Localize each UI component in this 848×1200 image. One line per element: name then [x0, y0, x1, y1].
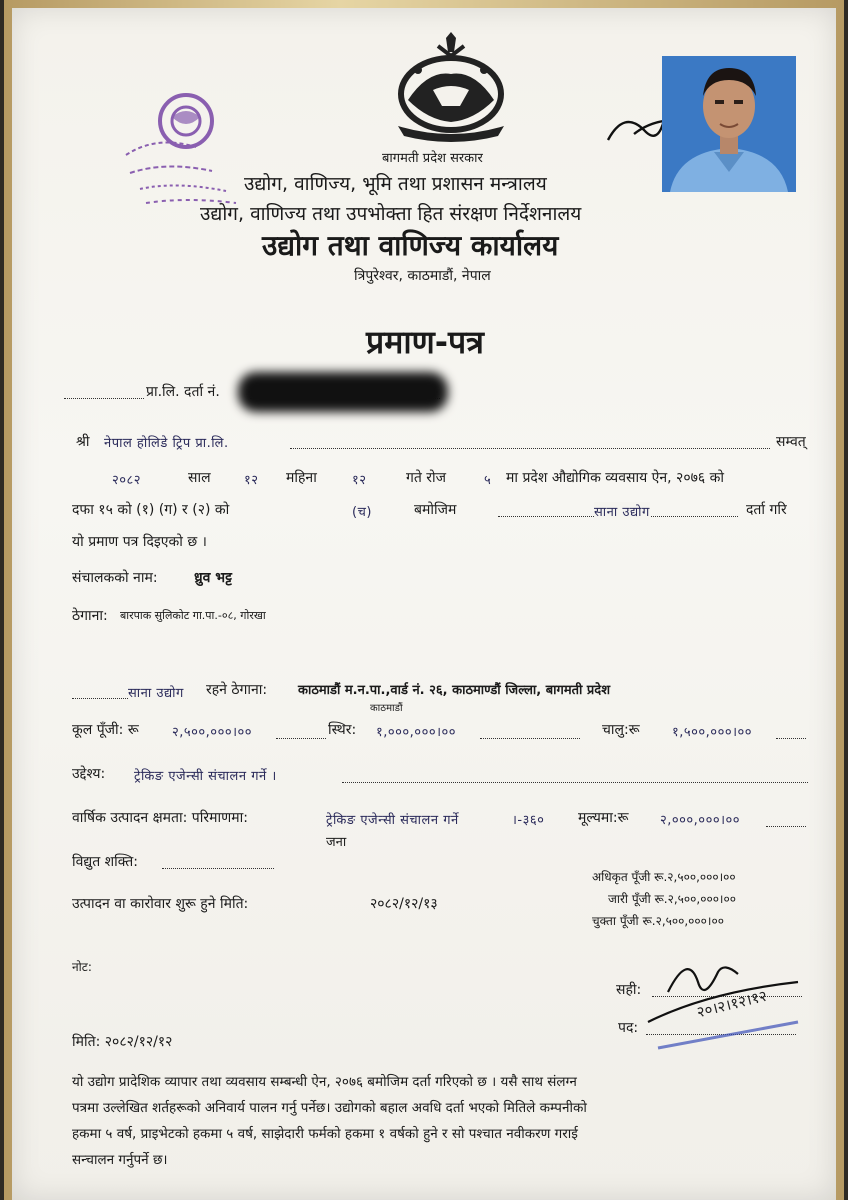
saal-label: साल [188, 470, 211, 486]
directorate-name: उद्योग, वाणिज्य तथा उपभोक्ता हित संरक्षण निर्देशनालय [200, 203, 582, 225]
dots [276, 724, 326, 739]
mahina-label: महिना [286, 470, 317, 486]
capacity-value: ट्रेकिङ एजेन्सी संचालन गर्ने [326, 813, 459, 828]
dots [342, 768, 808, 783]
capital-label: कूल पूँजी: रू [72, 722, 139, 738]
current-label: चालु:रू [602, 722, 640, 738]
authorized-capital: अधिकृत पूँजी रू.२,५००,०००।०० [592, 870, 736, 884]
fixed-value: १,०००,०००।०० [376, 725, 457, 740]
operator-label: संचालकको नाम: [72, 570, 158, 586]
government-name: बागमती प्रदेश सरकार [382, 151, 483, 166]
location-sub: काठमाडौं [370, 703, 403, 714]
address-label: ठेगाना: [72, 608, 108, 624]
bamojim-label: बमोजिम [414, 502, 457, 518]
date-label: मिति: २०८२/१२/१२ [72, 1034, 173, 1050]
start-label: उत्पादन वा कारोवार शुरू हुने मिति: [72, 896, 249, 912]
footer-line-2: पत्रमा उल्लेखित शर्तहरूको अनिवार्य पालन गर्नु पर्नेछ। उद्योगको बहाल अवधि दर्ता भएको मितिले कम्पनीको [72, 1100, 587, 1116]
office-address: त्रिपुरेश्वर, काठमाडौं, नेपाल [354, 268, 491, 284]
location-prefix: साना उद्योग [128, 686, 184, 701]
power-label: विद्युत शक्ति: [72, 854, 139, 870]
shri-label: श्री [76, 434, 90, 450]
act-text: मा प्रदेश औद्योगिक व्यवसाय ऐन, २०७६ को [506, 470, 725, 486]
redacted-registration-number [238, 372, 448, 412]
dots [162, 854, 274, 869]
year-value: २०८२ [112, 473, 142, 488]
dots [290, 434, 770, 449]
registration-prefix: प्रा.लि. दर्ता नं. [146, 384, 220, 400]
value-label: मूल्यमा:रू [578, 810, 629, 826]
location-label: रहने ठेगाना: [206, 682, 268, 698]
note-label: नोट: [72, 960, 92, 974]
objective-label: उद्देश्य: [72, 766, 106, 782]
certificate-title: प्रमाण-पत्र [366, 323, 484, 361]
address-value: बारपाक सुलिकोट गा.पा.-०८, गोरखा [120, 609, 266, 622]
category-value: साना उद्योग [594, 502, 650, 520]
month-value: १२ [244, 473, 259, 488]
issued-text: यो प्रमाण पत्र दिइएको छ । [72, 534, 207, 550]
capacity-count: ।-३६० [512, 813, 545, 828]
post-label: पद: [618, 1020, 639, 1036]
objective-value: ट्रेकिङ एजेन्सी संचालन गर्ने । [134, 769, 277, 784]
dots [766, 812, 806, 827]
operator-name: ध्रुव भट्ट [194, 570, 232, 586]
current-value: १,५००,०००।०० [672, 725, 753, 740]
dots [480, 724, 580, 739]
company-name: नेपाल होलिडे ट्रिप प्रा.लि. [104, 436, 229, 451]
office-seal-icon [116, 85, 254, 213]
dots [64, 384, 144, 399]
passport-photo [662, 56, 796, 192]
dots [72, 684, 128, 699]
gate-roj-label: गते रोज [406, 470, 447, 486]
clause-value: (च) [352, 505, 372, 520]
paid-capital: चुक्ता पूँजी रू.२,५००,०००।०० [592, 914, 724, 928]
dots [776, 724, 806, 739]
weekday-value: ५ [484, 473, 492, 488]
location-value: काठमाडौं म.न.पा.,वार्ड नं. २६, काठमाण्डौं जिल्ला, बागमती प्रदेश [298, 683, 611, 698]
start-date: २०८२/१२/१३ [370, 896, 438, 912]
footer-line-3: हकमा ५ वर्ष, प्राइभेटको हकमा ५ वर्ष, साझेदारी फर्मको हकमा १ वर्षको हुने र सो पश्चात नवीकरण गराई [72, 1126, 578, 1142]
signature-date: २०।२।१२।१२ [694, 986, 769, 1022]
ministry-name: उद्योग, वाणिज्य, भूमि तथा प्रशासन मन्त्रालय [244, 173, 547, 195]
office-name: उद्योग तथा वाणिज्य कार्यालय [262, 229, 559, 262]
signature-label: सही: [616, 982, 642, 998]
samvat-label: सम्वत् [776, 434, 806, 450]
capital-total: २,५००,०००।०० [172, 725, 253, 740]
issued-capital: जारी पूँजी रू.२,५००,०००।०० [608, 892, 736, 906]
nepal-emblem-icon [388, 30, 514, 142]
darta-gari-label: दर्ता गरि [746, 502, 787, 518]
dafa-text: दफा १५ को (१) (ग) र (२) को [72, 502, 230, 518]
capacity-unit: जना [326, 835, 347, 850]
capacity-label: वार्षिक उत्पादन क्षमता: परिमाणमा: [72, 810, 248, 826]
footer-line-1: यो उद्योग प्रादेशिक व्यापार तथा व्यवसाय सम्बन्धी ऐन, २०७६ बमोजिम दर्ता गरिएको छ । यसै साथ संलग्न [72, 1074, 577, 1090]
day-value: १२ [352, 473, 367, 488]
value-amount: २,०००,०००।०० [660, 813, 741, 828]
footer-line-4: सन्चालन गर्नुपर्ने छ। [72, 1152, 168, 1168]
fixed-label: स्थिर: [328, 722, 357, 738]
